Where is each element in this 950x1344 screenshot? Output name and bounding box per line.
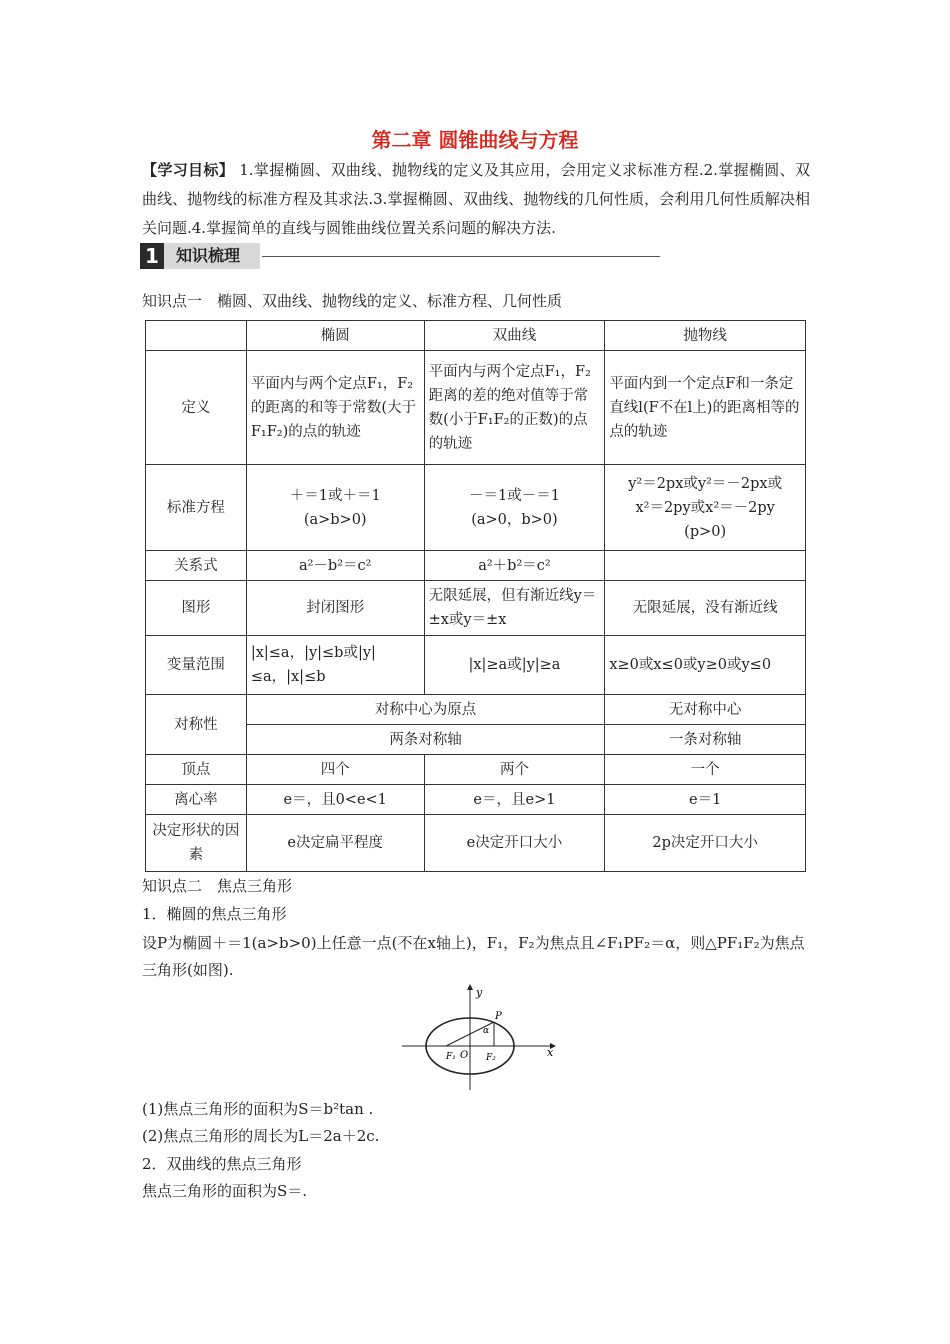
paragraph: 设P为椭圆＋＝1(a>b>0)上任意一点(不在x轴上)，F₁，F₂为焦点且∠F₁PF₂＝α，则△PF₁F₂为焦点三角形(如图).: [142, 934, 805, 979]
table-cell: 一条对称轴: [605, 725, 806, 755]
table-cell: 平面内到一个定点F和一条定直线l(F不在l上)的距离相等的点的轨迹: [605, 351, 806, 465]
table-cell: 封闭图形: [246, 581, 424, 636]
table-cell: [605, 465, 806, 551]
page-title: 第二章 圆锥曲线与方程: [371, 128, 579, 152]
o-label: O: [460, 1050, 469, 1061]
f2-label: F₂: [486, 1053, 496, 1063]
paragraph: (2)焦点三角形的周长为L＝2a＋2c.: [142, 1127, 380, 1145]
learning-goals: [142, 156, 810, 243]
section-number: 1: [140, 243, 164, 269]
row-label: 对称性: [146, 695, 247, 755]
table-cell: 无限延展，但有渐近线y＝±x或y＝±x: [424, 581, 605, 636]
eq-line: ＋＝1或＋＝1: [289, 487, 381, 504]
paragraph: (1)焦点三角形的面积为S＝b²tan .: [142, 1100, 374, 1118]
row-label: 定义: [146, 351, 247, 465]
table-cell: a²＋b²＝c²: [424, 551, 605, 581]
table-header: 抛物线: [605, 321, 806, 351]
table-cell: |x|≥a或|y|≥a: [424, 636, 605, 695]
row-label: 标准方程: [146, 465, 247, 551]
row-label: 顶点: [146, 755, 247, 785]
table-header-row: [146, 321, 806, 351]
table-row: [146, 351, 806, 465]
table-row: [146, 636, 806, 695]
focal-triangle-diagram: [400, 982, 560, 1092]
table-cell: |x|≤a，|y|≤b或|y|≤a，|x|≤b: [246, 636, 424, 695]
table-header: 双曲线: [424, 321, 605, 351]
y-label: y: [476, 986, 483, 999]
knowledge-point-2: 知识点二 焦点三角形: [142, 877, 293, 895]
table-row: [146, 465, 806, 551]
table-row: [146, 815, 806, 872]
eq-line: x²＝2py或x²＝－2py: [635, 499, 775, 516]
eq-line: y²＝2px或y²＝－2px或: [628, 475, 783, 492]
eq-line: (p>0): [684, 523, 727, 540]
table-cell: 对称中心为原点: [246, 695, 604, 725]
knowledge-point-1: 知识点一 椭圆、双曲线、抛物线的定义、标准方程、几何性质: [142, 292, 563, 310]
table-cell: e＝，且0<e<1: [246, 785, 424, 815]
table-cell: 无对称中心: [605, 695, 806, 725]
table-cell: [424, 465, 605, 551]
table-cell: e决定扁平程度: [246, 815, 424, 872]
table-cell: x≥0或x≤0或y≥0或y≤0: [605, 636, 806, 695]
paragraph: 2．双曲线的焦点三角形: [142, 1155, 302, 1173]
table-cell: e＝，且e>1: [424, 785, 605, 815]
table-row: [146, 755, 806, 785]
table-row: [146, 785, 806, 815]
y-axis-arrow: [467, 984, 473, 990]
table-header: 椭圆: [246, 321, 424, 351]
table-cell: 平面内与两个定点F₁，F₂的距离的和等于常数(大于F₁F₂)的点的轨迹: [246, 351, 424, 465]
f1-label: F₁: [446, 1052, 456, 1062]
table-cell: [605, 551, 806, 581]
table-row: [146, 581, 806, 636]
table-cell: 两个: [424, 755, 605, 785]
row-label: 关系式: [146, 551, 247, 581]
p-label: P: [495, 1011, 502, 1022]
paragraph: 1．椭圆的焦点三角形: [142, 905, 287, 923]
row-label: 离心率: [146, 785, 247, 815]
table-cell: [146, 321, 247, 351]
table-cell: e＝1: [605, 785, 806, 815]
table-cell: 平面内与两个定点F₁，F₂距离的差的绝对值等于常数(小于F₁F₂的正数)的点的轨迹: [424, 351, 605, 465]
table-cell: 两条对称轴: [246, 725, 604, 755]
section-label: 知识梳理: [164, 243, 260, 269]
table-cell: e决定开口大小: [424, 815, 605, 872]
goal-text: 1.掌握椭圆、双曲线、抛物线的定义及其应用，会用定义求标准方程.2.掌握椭圆、双曲线、抛物线的标准方程及其求法.3.掌握椭圆、双曲线、抛物线的几何性质，会利用几何性质解决相关问题.4.掌握简单的直线与圆锥曲线位置关系问题的解决方法.: [142, 161, 810, 237]
table-cell: 四个: [246, 755, 424, 785]
table-row: [146, 551, 806, 581]
goal-tag: 【学习目标】: [142, 161, 235, 179]
eq-line: (a>b>0): [303, 511, 367, 528]
section-divider: [262, 256, 660, 257]
table-cell: 无限延展，没有渐近线: [605, 581, 806, 636]
table-cell: [246, 465, 424, 551]
x-label: x: [547, 1046, 554, 1059]
table-row: [146, 695, 806, 725]
row-label: 决定形状的因素: [146, 815, 247, 872]
eq-line: (a>0，b>0): [471, 511, 558, 528]
eq-line: －＝1或－＝1: [468, 487, 560, 504]
table-cell: 一个: [605, 755, 806, 785]
row-label: 变量范围: [146, 636, 247, 695]
paragraph: 焦点三角形的面积为S＝.: [142, 1182, 308, 1200]
alpha-label: α: [483, 1026, 490, 1036]
conic-table: [145, 320, 806, 872]
table-cell: 2p决定开口大小: [605, 815, 806, 872]
row-label: 图形: [146, 581, 247, 636]
table-cell: a²－b²＝c²: [246, 551, 424, 581]
